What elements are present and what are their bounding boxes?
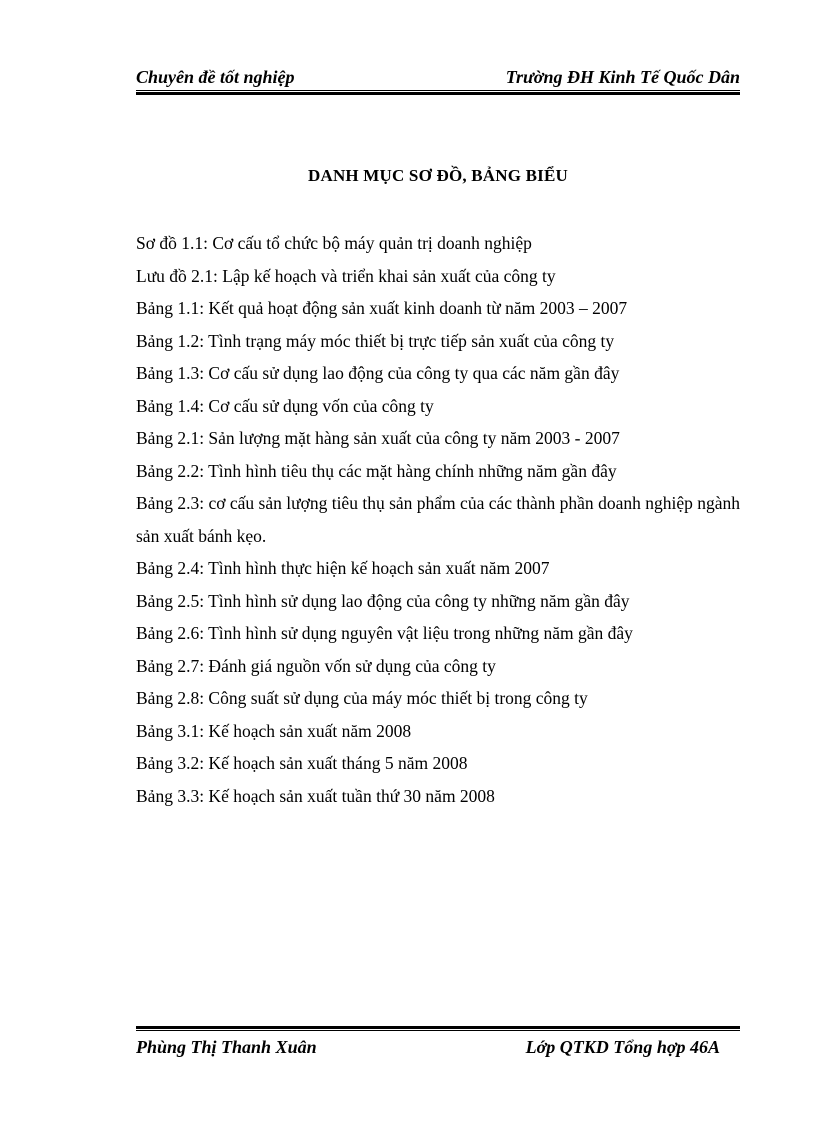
list-item: Bảng 1.1: Kết quả hoạt động sản xuất kinh doanh từ năm 2003 – 2007 xyxy=(136,298,628,318)
list-item: Bảng 1.3: Cơ cấu sử dụng lao động của công ty qua các năm gần đây xyxy=(136,363,620,383)
list-item: Bảng 2.4: Tình hình thực hiện kế hoạch sản xuất năm 2007 xyxy=(136,558,550,578)
footer-class: Lớp QTKD Tổng hợp 46A xyxy=(525,1037,720,1057)
footer-author: Phùng Thị Thanh Xuân xyxy=(136,1037,317,1057)
list-item: Bảng 2.7: Đánh giá nguồn vốn sử dụng của công ty xyxy=(136,655,496,676)
list-item: Bảng 2.8: Công suất sử dụng của máy móc thiết bị trong công ty xyxy=(136,688,588,708)
header-university: Trường ĐH Kinh Tế Quốc Dân xyxy=(505,67,740,87)
list-item: Bảng 3.1: Kế hoạch sản xuất năm 2008 xyxy=(136,720,412,741)
page-header xyxy=(136,66,740,94)
figure-table-list xyxy=(136,227,740,812)
list-item: Sơ đồ 1.1: Cơ cấu tổ chức bộ máy quản trị doanh nghiệp xyxy=(136,233,532,253)
page-title: DANH MỤC SƠ ĐỒ, BẢNG BIỂU xyxy=(307,166,569,185)
footer-divider xyxy=(136,1026,740,1031)
list-item: Lưu đồ 2.1: Lập kế hoạch và triển khai sản xuất của công ty xyxy=(136,265,556,286)
list-item: Bảng 1.4: Cơ cấu sử dụng vốn của công ty xyxy=(136,395,434,416)
header-document-type: Chuyên đề tốt nghiệp xyxy=(136,67,295,87)
list-item: Bảng 2.5: Tình hình sử dụng lao động của công ty những năm gần đây xyxy=(136,590,630,611)
list-item: Bảng 2.1: Sản lượng mặt hàng sản xuất của công ty năm 2003 - 2007 xyxy=(136,428,620,448)
list-item: Bảng 1.2: Tình trạng máy móc thiết bị trực tiếp sản xuất của công ty xyxy=(136,330,615,351)
list-item: Bảng 2.3: cơ cấu sản lượng tiêu thụ sản phẩm của các thành phần doanh nghiệp ngành sản xuất bánh kẹo. xyxy=(136,493,740,546)
list-item: Bảng 3.3: Kế hoạch sản xuất tuần thứ 30 năm 2008 xyxy=(136,785,495,806)
header-divider xyxy=(136,90,740,95)
page-footer xyxy=(136,1026,740,1066)
list-item: Bảng 3.2: Kế hoạch sản xuất tháng 5 năm 2008 xyxy=(136,753,468,773)
list-item: Bảng 2.6: Tình hình sử dụng nguyên vật liệu trong những năm gần đây xyxy=(136,623,633,643)
list-item: Bảng 2.2: Tình hình tiêu thụ các mặt hàng chính những năm gần đây xyxy=(136,460,617,481)
